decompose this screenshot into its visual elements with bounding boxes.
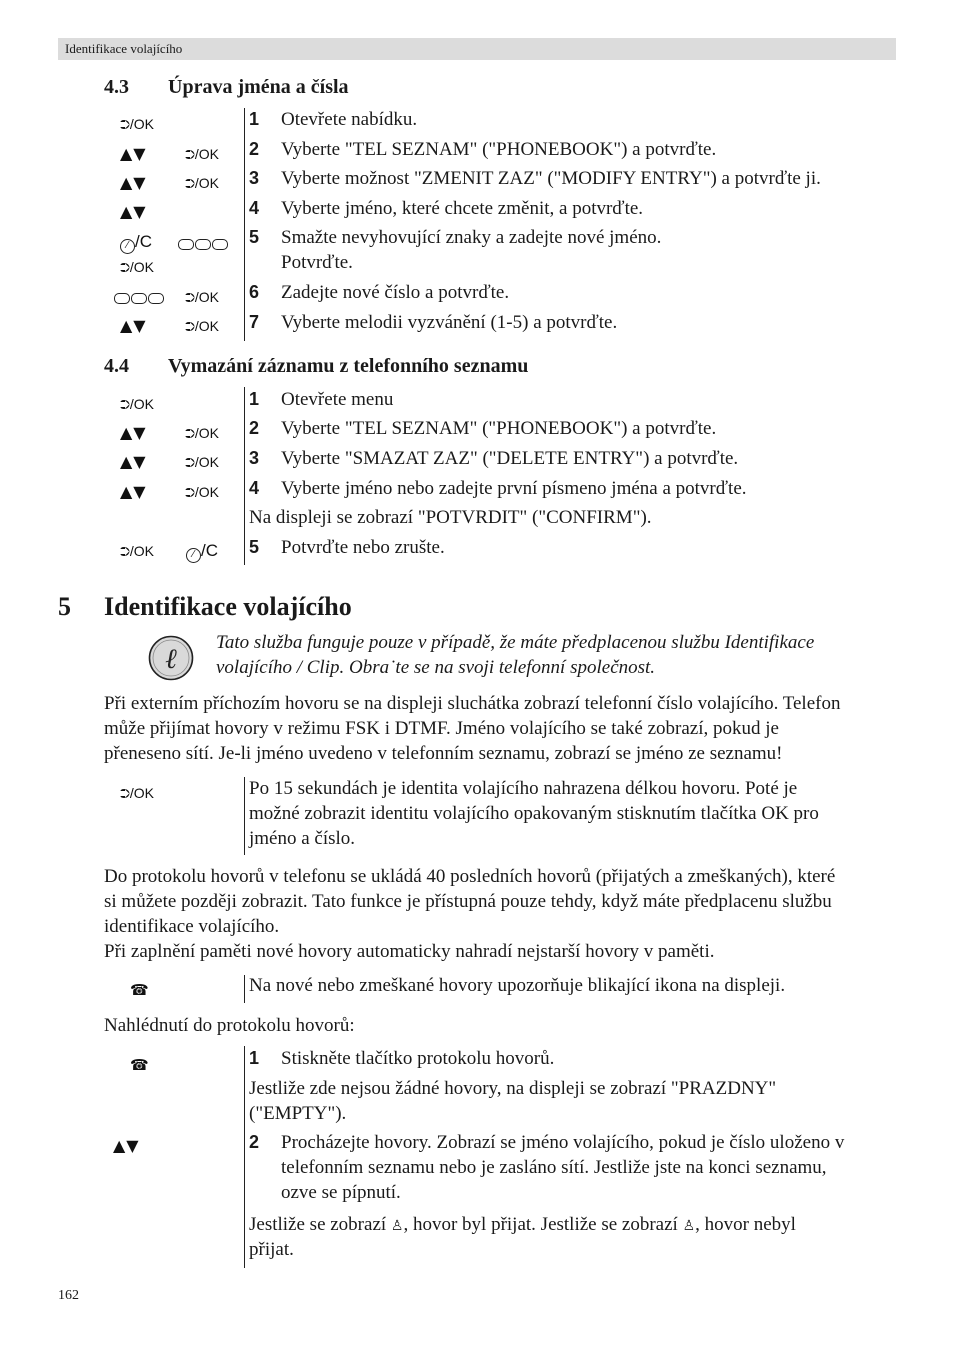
- ok-key-icon: ⮊/OK: [185, 484, 220, 501]
- paragraph-line: přeneseno sítí. Je-li jméno uvedeno v telefonním seznamu, zobrazí se jméno ze seznamu!: [104, 743, 783, 764]
- call-received-icon: ♙: [390, 1218, 404, 1234]
- up-down-keys-icon: ▲▼: [120, 452, 147, 471]
- up-down-keys-icon: ▲▼: [120, 202, 147, 221]
- divider-line: [244, 108, 245, 341]
- divider-line: [244, 777, 245, 855]
- phone-icon: ☎: [130, 1056, 149, 1074]
- up-down-keys-icon: ▲▼: [120, 173, 147, 192]
- ok-key-icon: ⮊/OK: [185, 454, 220, 471]
- ok-key-icon: ⮊/OK: [185, 146, 220, 163]
- paragraph-line: Do protokolu hovorů v telefonu se ukládá 40 posledních hovorů (přijatých a zmeškaných), které: [104, 866, 836, 887]
- info-line: Tato služba funguje pouze v případě, že máte předplacenou službu Identifikace: [216, 632, 815, 653]
- phone-icon: ☎: [130, 981, 149, 999]
- ok-key-icon: ⮊/OK: [120, 259, 155, 276]
- up-down-keys-icon: ▲▼: [120, 144, 147, 163]
- paragraph-line: Při externím příchozím hovoru se na displeji sluchátka zobrazí telefonní číslo volajícího. Telefon: [104, 693, 841, 714]
- up-down-keys-icon: ▲▼: [120, 316, 147, 335]
- ok-key-icon: ⮊/OK: [185, 425, 220, 442]
- cancel-key-icon: ⁄ /C: [186, 541, 218, 563]
- up-down-keys-icon: ▲▼: [113, 1136, 140, 1155]
- up-down-keys-icon: ▲▼: [120, 423, 147, 442]
- section-number: 4.4: [104, 355, 129, 377]
- paragraph-line: identifikace volajícího.: [104, 916, 280, 937]
- section-number: 4.3: [104, 76, 129, 98]
- running-header-title: Identifikace volajícího: [65, 41, 183, 56]
- call-missed-icon: ♙: [682, 1218, 696, 1234]
- divider-line: [244, 387, 245, 565]
- ok-key-icon: ⮊/OK: [120, 396, 155, 413]
- info-line: volajícího / Clip. Obra˙te se na svoji telefonní společnost.: [216, 657, 656, 678]
- up-down-keys-icon: ▲▼: [120, 482, 147, 501]
- ok-key-icon: ⮊/OK: [120, 543, 155, 560]
- ok-key-icon: ⮊/OK: [120, 785, 155, 802]
- section-title: Identifikace volajícího: [104, 592, 352, 621]
- keypad-keys-icon: [178, 236, 229, 252]
- cancel-key-icon: ⁄ /C: [120, 232, 152, 254]
- ok-key-icon: ⮊/OK: [185, 289, 220, 306]
- ok-key-icon: ⮊/OK: [120, 116, 155, 133]
- paragraph-line: si můžete později zobrazit. Tato funkce je přístupná pouze tehdy, když máte předplacenu službu: [104, 891, 832, 912]
- section-number: 5: [58, 592, 71, 621]
- running-header: [58, 38, 896, 60]
- section-title: Úprava jména a čísla: [168, 76, 349, 98]
- info-icon: [148, 635, 194, 681]
- paragraph-line: může přijímat hovory v režimu FSK i DTMF. Jméno volajícího se také zobrazí, pokud je: [104, 718, 779, 739]
- page-number: 162: [58, 1288, 79, 1303]
- log-intro: Nahlédnutí do protokolu hovorů:: [104, 1015, 355, 1036]
- keypad-keys-icon: [114, 290, 165, 306]
- paragraph-line: Při zaplnění paměti nové hovory automaticky nahradí nejstarší hovory v paměti.: [104, 941, 715, 962]
- ok-key-icon: ⮊/OK: [185, 175, 220, 192]
- ok-key-icon: ⮊/OK: [185, 318, 220, 335]
- section-title: Vymazání záznamu z telefonního seznamu: [168, 355, 529, 377]
- svg-text:ℓ: ℓ: [165, 644, 177, 675]
- divider-line: [244, 1046, 245, 1268]
- divider-line: [244, 975, 245, 1003]
